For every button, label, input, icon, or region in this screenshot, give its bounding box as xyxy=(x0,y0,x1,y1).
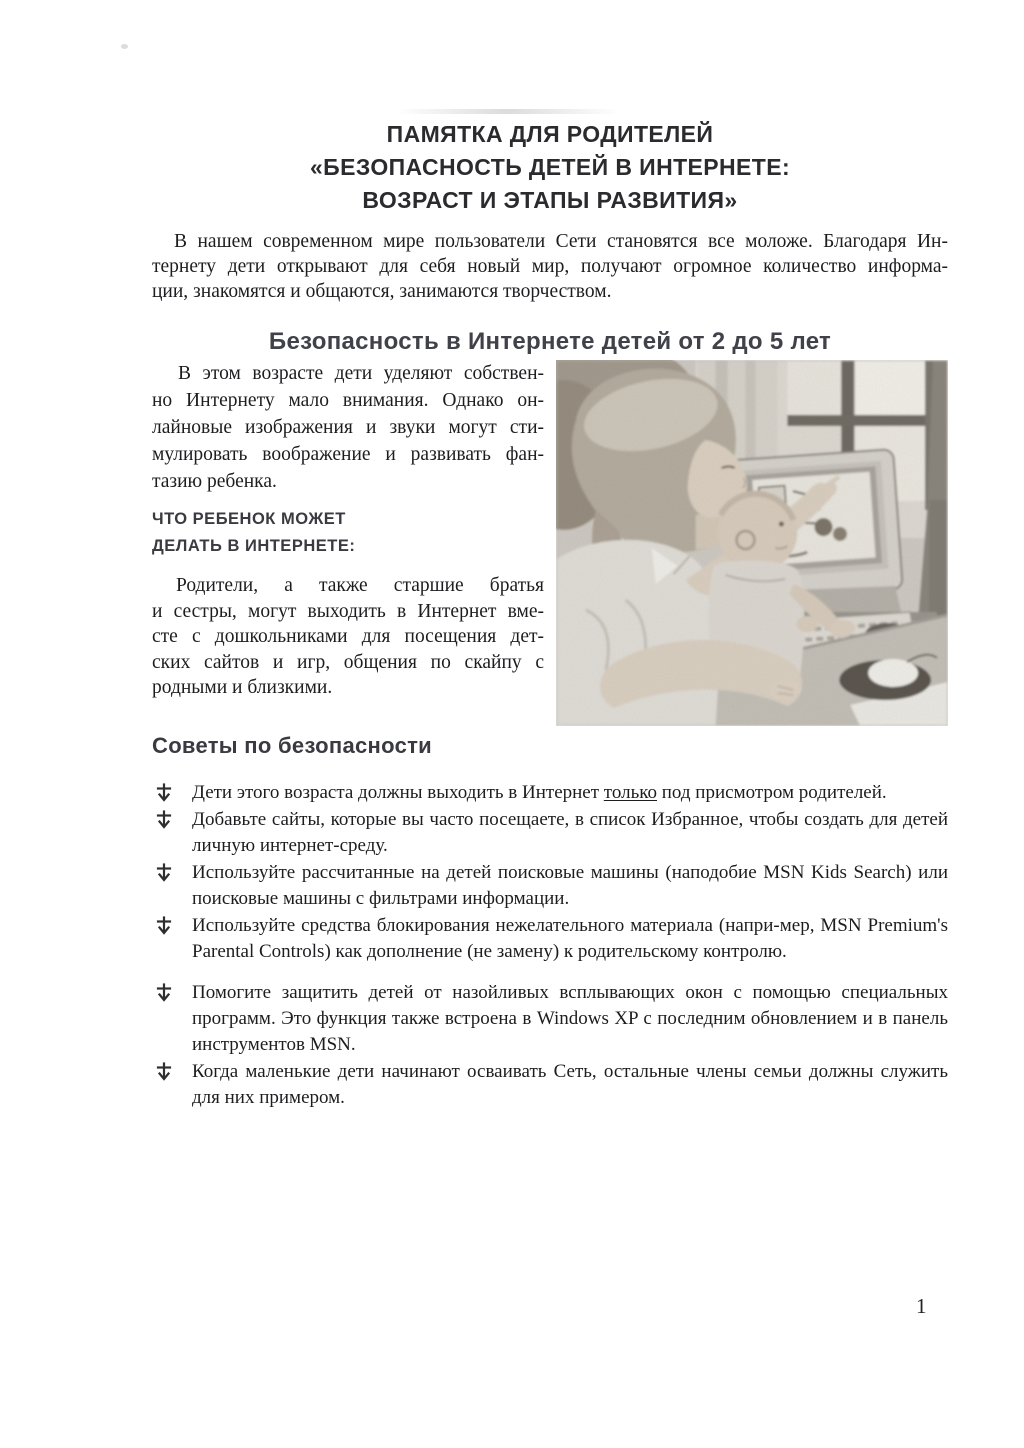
intro-paragraph xyxy=(152,229,948,304)
text-line: родными и близкими. xyxy=(152,677,333,698)
page-title xyxy=(152,118,948,217)
text-line: В нашем современном мире пользователи Сети становятся все моложе. Благодаря Ин- xyxy=(174,231,948,252)
page-number: 1 xyxy=(916,1294,927,1318)
text-line: ских сайтов и игр, общения по скайпу с xyxy=(152,651,544,673)
tip-text: Используйте средства блокирования нежелательного материала (напри-мер, MSN Premium's Parental Controls) как дополнение (не замену) к родительскому контролю. xyxy=(192,915,948,962)
tip-text: Добавьте сайты, которые вы часто посещаете, в список Избранное, чтобы создать для детей личную интернет-среду. xyxy=(192,809,948,856)
text-line: Родители, а также старшие братья xyxy=(176,575,544,596)
tip-text: Когда маленькие дети начинают осваивать Сеть, остальные члены семьи должны служить для них примером. xyxy=(192,1061,948,1108)
text-line: мулировать воображение и развивать фан- xyxy=(152,444,544,465)
down-arrow-bullet-icon xyxy=(156,983,172,1002)
text-line: тазию ребенка. xyxy=(152,471,277,492)
tip-text: Используйте рассчитанные на детей поисковые машины (наподобие MSN Kids Search) или поисковые машины с фильтрами информации. xyxy=(192,862,948,909)
text-line: тернету дети открывают для себя новый мир, получают огромное количество информа- xyxy=(152,256,948,277)
text-line: В этом возрасте дети уделяют собствен- xyxy=(178,363,544,384)
left-column xyxy=(152,360,544,726)
tip-item xyxy=(152,1059,948,1111)
tip-item xyxy=(152,807,948,859)
text-line: ПАМЯТКА ДЛЯ РОДИТЕЛЕЙ xyxy=(386,121,714,147)
text-line: лайновые изображения и звуки могут сти- xyxy=(152,417,544,438)
family-computer-photo xyxy=(556,360,948,726)
tip-text: Дети этого возраста должны выходить в Интернет только под присмотром родителей. xyxy=(192,782,887,803)
two-column-block xyxy=(152,360,948,726)
down-arrow-bullet-icon xyxy=(156,810,172,829)
text-line: ДЕЛАТЬ В ИНТЕРНЕТЕ: xyxy=(152,537,356,555)
tips-list xyxy=(152,780,948,1111)
tip-item xyxy=(152,913,948,965)
text-line: но Интернету мало внимания. Однако он- xyxy=(152,390,544,411)
down-arrow-bullet-icon xyxy=(156,916,172,935)
tips-heading: Советы по безопасности xyxy=(152,733,432,758)
text-line: сте с дошкольниками для посещения дет- xyxy=(152,626,544,647)
scan-speck xyxy=(121,44,128,49)
text-line: ВОЗРАСТ И ЭТАПЫ РАЗВИТИЯ» xyxy=(362,187,738,213)
text-line: и сестры, могут выходить в Интернет вме- xyxy=(152,600,544,622)
age-paragraph xyxy=(152,360,544,495)
what-child-can-do-heading xyxy=(152,506,544,560)
down-arrow-bullet-icon xyxy=(156,1062,172,1081)
tip-item xyxy=(152,780,948,806)
text-line: «БЕЗОПАСНОСТЬ ДЕТЕЙ В ИНТЕРНЕТЕ: xyxy=(309,154,791,180)
tip-item xyxy=(152,980,948,1058)
parents-paragraph xyxy=(152,573,544,701)
document-content xyxy=(152,0,948,1111)
down-arrow-bullet-icon xyxy=(156,783,172,802)
text-line: ЧТО РЕБЕНОК МОЖЕТ xyxy=(152,510,346,528)
text-line: ции, знакомятся и общаются, занимаются творчеством. xyxy=(152,281,612,302)
tip-text: Помогите защитить детей от назойливых всплывающих окон с помощью специальных программ. Это функция также встроена в Windows XP с последним обновлением и в панель инструментов MSN. xyxy=(192,982,948,1055)
section-heading: Безопасность в Интернете детей от 2 до 5 лет xyxy=(268,328,832,355)
tip-item xyxy=(152,860,948,912)
down-arrow-bullet-icon xyxy=(156,863,172,882)
